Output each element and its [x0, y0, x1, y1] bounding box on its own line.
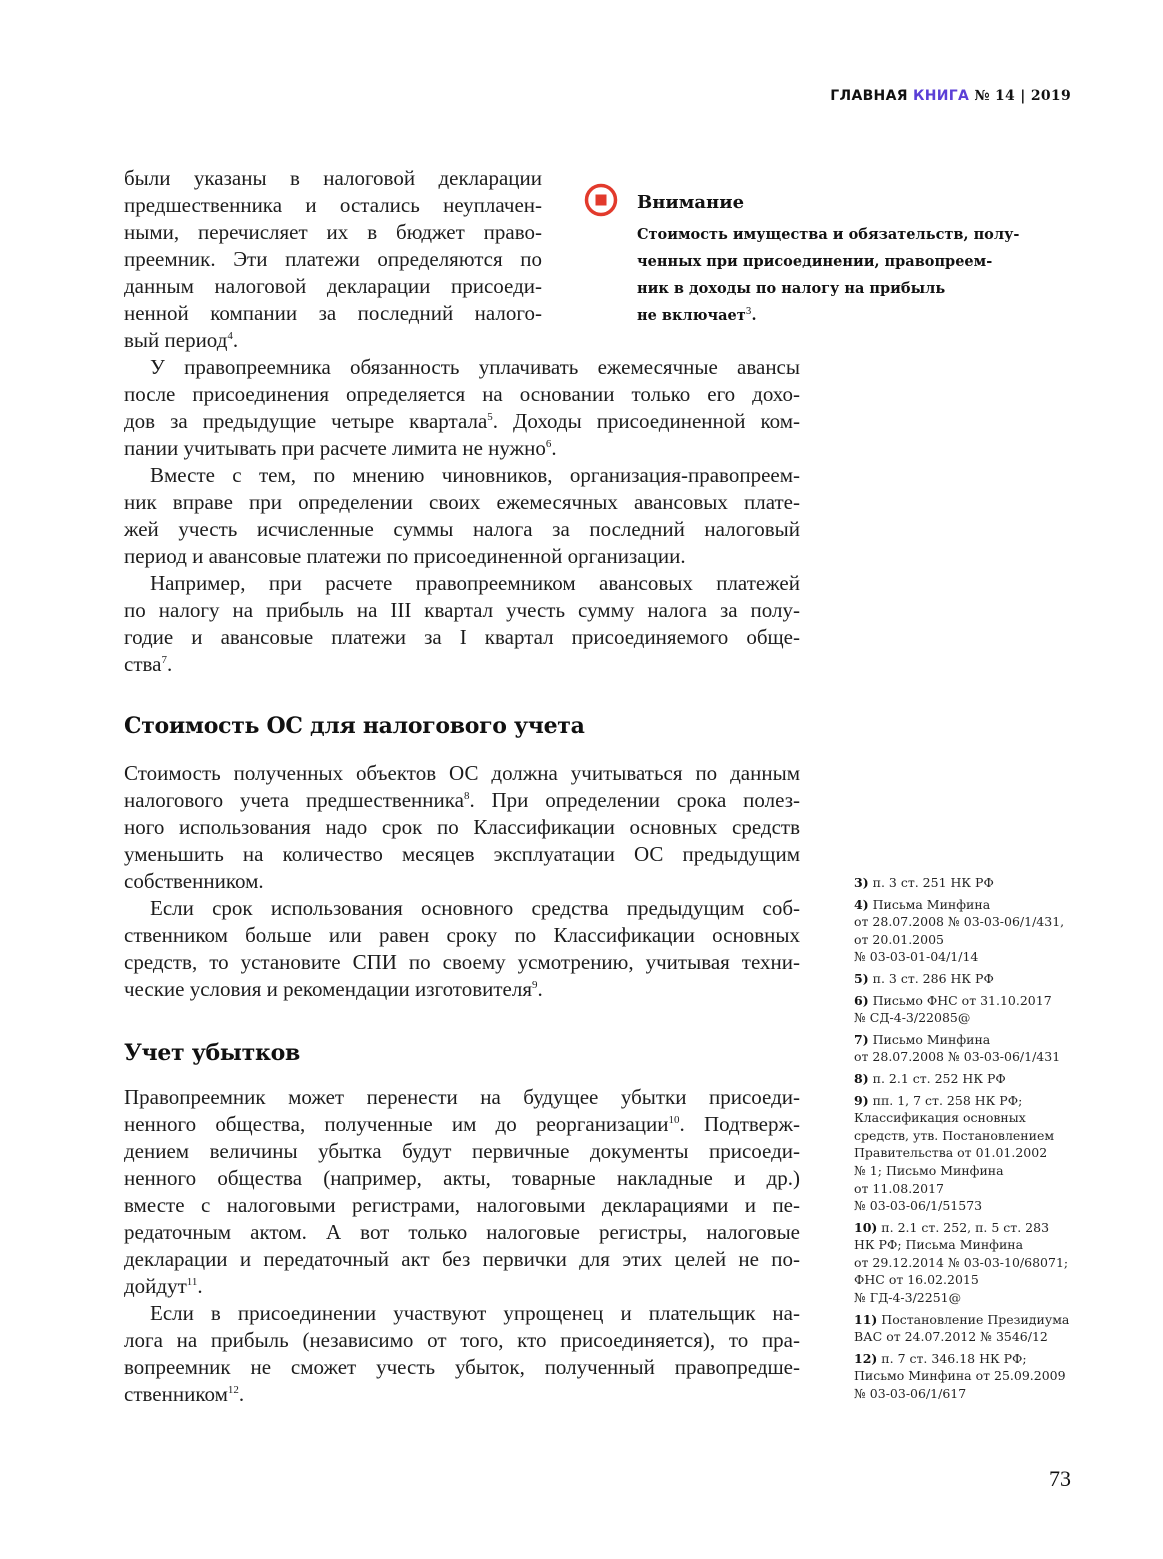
footnote-3: 3) п. 3 ст. 251 НК РФ — [854, 875, 994, 890]
text-line: после присоединения определяется на основании только его дохо- — [124, 382, 800, 406]
text-line: уменьшить на количество месяцев эксплуатации ОС предыдущим — [124, 842, 800, 866]
issue-number: № 14 | 2019 — [974, 88, 1071, 104]
text-line: декларации и передаточный акт без первички для этих целей не по- — [124, 1247, 800, 1271]
text-line: вый период$^4$. — [124, 328, 239, 352]
text-line: предшественника и остались неуплачен- — [124, 193, 542, 217]
text-line: ческие условия и рекомендации изготовителя$^9$. — [124, 977, 543, 1001]
footnote-7: 7) Письмо Минфина от 28.07.2008 № 03-03-06/1/431 — [854, 1031, 1061, 1065]
footnote-12: 12) п. 7 ст. 346.18 НК РФ; Письмо Минфина от 25.09.2009 № 03-03-06/1/617 — [854, 1350, 1066, 1402]
attention-title: Внимание — [637, 192, 745, 213]
text-line: не включает$^3$. — [637, 307, 757, 324]
text-line: ства$^7$. — [124, 652, 173, 676]
text-line: ственником больше или равен сроку по Классификации основных — [124, 923, 800, 947]
footnote-11: 11) Постановление Президиума ВАС от 24.07.2012 № 3546/12 — [854, 1311, 1070, 1345]
text-line: ного использования надо срок по Классификации основных средств — [124, 815, 800, 839]
intro-paragraph — [124, 165, 542, 354]
text-line: дов за предыдущие четыре квартала$^5$. Доходы присоединенной ком- — [124, 409, 800, 433]
text-line: вместе с налоговыми регистрами, налоговыми декларациями и пе- — [124, 1193, 800, 1217]
text-line: ник в доходы по налогу на прибыль — [637, 280, 946, 297]
text-line: ченных при присоединении, правопреем- — [637, 253, 993, 270]
paragraph-advances — [124, 354, 800, 462]
footnote-8: 8) п. 2.1 ст. 252 НК РФ — [854, 1070, 1006, 1086]
footnote-ref[interactable]: 11 — [186, 1276, 198, 1288]
magazine-title-part1: ГЛАВНАЯ — [830, 88, 908, 104]
text-line: ненной компании за последний налого- — [124, 301, 542, 325]
footnotes-sidebar — [854, 874, 1074, 1407]
footnote-ref[interactable]: 4 — [227, 330, 233, 342]
footnote-ref[interactable]: 10 — [668, 1114, 680, 1126]
footnote-ref[interactable]: 9 — [532, 979, 538, 991]
stop-circle-icon — [584, 183, 618, 217]
text-line: ственником$^{12}$. — [124, 1382, 245, 1406]
text-line: дойдут$^{11}$. — [124, 1274, 203, 1298]
page-number: 73 — [1049, 1466, 1071, 1491]
footnote-5: 5) п. 3 ст. 286 НК РФ — [854, 970, 994, 986]
text-line: Например, при расчете правопреемником авансовых платежей — [150, 571, 800, 595]
text-line: собственником. — [124, 869, 264, 893]
text-line: ник вправе при определении своих ежемесячных авансовых плате- — [124, 490, 800, 514]
text-line: годие и авансовые платежи за I квартал присоединяемого обще- — [124, 625, 800, 649]
footnote-4: 4) Письма Минфина от 28.07.2008 № 03-03-06/1/431, от 20.01.2005 № 03-03-01-04/1/14 — [854, 896, 1065, 965]
text-line: ненного общества (например, акты, товарные накладные и др.) — [124, 1166, 800, 1190]
paragraph-os-1 — [124, 760, 800, 895]
footnote-ref[interactable]: 6 — [545, 438, 552, 450]
attention-body — [637, 221, 1037, 329]
text-line: Вместе с тем, по мнению чиновников, организация-правопреем- — [150, 463, 800, 487]
paragraph-os-2 — [124, 895, 800, 1003]
footnote-ref[interactable]: 7 — [161, 654, 167, 666]
text-line: были указаны в налоговой декларации — [124, 166, 542, 190]
text-line: Если в присоединении участвуют упрощенец и плательщик на- — [150, 1301, 800, 1325]
footnote-10: 10) п. 2.1 ст. 252, п. 5 ст. 283 НК РФ; Письма Минфина от 29.12.2014 № 03-03-10/68071; ФНС от 16.02.2015 № ГД-4-3/2251@ — [854, 1219, 1069, 1306]
text-line: период и авансовые платежи по присоединенной организации. — [124, 544, 686, 568]
text-line: вопреемник не сможет учесть убыток, полученный правопредше- — [124, 1355, 800, 1379]
text-line: У правопреемника обязанность уплачивать ежемесячные авансы — [150, 355, 800, 379]
text-line: по налогу на прибыль на III квартал учесть сумму налога за полу- — [124, 598, 800, 622]
magazine-title-part2: КНИГА — [912, 88, 970, 104]
paragraph-losses-2 — [124, 1300, 800, 1408]
section-heading-losses: Учет убытков — [124, 1040, 300, 1066]
footnote-ref[interactable]: 5 — [487, 411, 493, 423]
footnote-ref[interactable]: 3 — [745, 307, 752, 318]
text-line: жей учесть исчисленные суммы налога за последний налоговый — [124, 517, 800, 541]
footnote-ref[interactable]: 8 — [463, 790, 470, 802]
text-line: данным налоговой декларации присоеди- — [124, 274, 542, 298]
text-line: преемник. Эти платежи определяются по — [124, 247, 542, 271]
paragraph-losses-1 — [124, 1084, 800, 1300]
text-line: лога на прибыль (независимо от того, кто присоединяется), то пра- — [124, 1328, 800, 1352]
text-line: Правопреемник может перенести на будущее убытки присоеди- — [124, 1085, 800, 1109]
footnote-ref[interactable]: 12 — [227, 1384, 239, 1396]
text-line: Если срок использования основного средства предыдущим соб- — [150, 896, 800, 920]
footnote-6: 6) Письмо ФНС от 31.10.2017 № СД-4-3/22085@ — [854, 992, 1052, 1026]
text-line: налогового учета предшественника$^8$. При определении срока полез- — [124, 788, 800, 812]
text-line: пании учитывать при расчете лимита не нужно$^6$. — [124, 436, 557, 460]
text-line: Стоимость полученных объектов ОС должна учитываться по данным — [124, 761, 800, 785]
text-line: ными, перечисляет их в бюджет право- — [124, 220, 542, 244]
text-line: Стоимость имущества и обязательств, полу- — [637, 226, 1020, 243]
text-line: средств, то установите СПИ по своему усмотрению, учитывая техни- — [124, 950, 800, 974]
paragraph-officials — [124, 462, 800, 570]
text-line: ненного общества, полученные им до реорганизации$^{10}$. Подтверж- — [124, 1112, 800, 1136]
running-header — [830, 88, 1071, 104]
text-line: редаточным актом. А вот только налоговые регистры, налоговые — [124, 1220, 800, 1244]
text-line: дением величины убытка будут первичные документы присоеди- — [124, 1139, 800, 1163]
paragraph-example — [124, 570, 800, 678]
footnote-9: 9) пп. 1, 7 ст. 258 НК РФ; Классификация основных средств, утв. Постановлением Правительства от 01.01.2002 № 1; Письмо Минфина от 11.08.2017 № 03-03-06/1/51573 — [854, 1092, 1055, 1214]
section-heading-os-cost: Стоимость ОС для налогового учета — [124, 713, 585, 739]
